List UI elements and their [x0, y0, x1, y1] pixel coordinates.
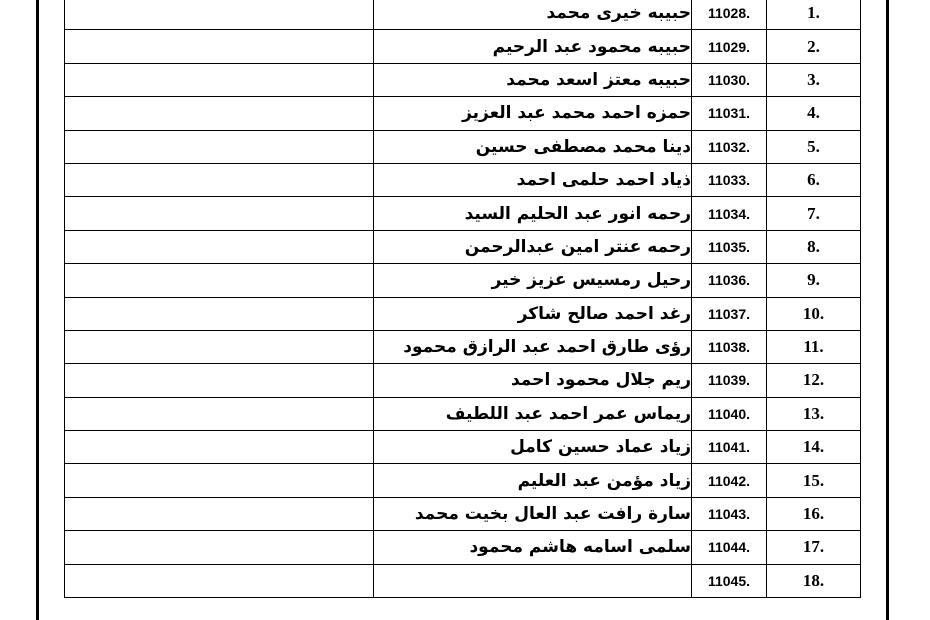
blank-cell [65, 497, 374, 530]
blank-cell [65, 230, 374, 263]
row-number: 11. [767, 330, 861, 363]
blank-cell [65, 0, 374, 30]
row-number: 9. [767, 264, 861, 297]
row-number: 10. [767, 297, 861, 330]
row-number: 2. [767, 30, 861, 63]
blank-cell [65, 163, 374, 196]
student-name: حبيبه محمود عبد الرحيم [374, 30, 692, 63]
student-code: 11033. [692, 163, 767, 196]
student-code: 11041. [692, 431, 767, 464]
page-border-left [36, 0, 39, 620]
blank-cell [65, 431, 374, 464]
table-row [65, 63, 861, 96]
student-name: زياد عماد حسين كامل [374, 431, 692, 464]
student-name: زياد مؤمن عبد العليم [374, 464, 692, 497]
blank-cell [65, 130, 374, 163]
student-name: دينا محمد مصطفى حسين [374, 130, 692, 163]
table-row [65, 497, 861, 530]
row-number: 16. [767, 497, 861, 530]
page-border-right [886, 0, 889, 620]
student-code: 11044. [692, 531, 767, 564]
blank-cell [65, 364, 374, 397]
student-code: 11039. [692, 364, 767, 397]
row-number: 8. [767, 230, 861, 263]
blank-cell [65, 564, 374, 597]
student-code: 11032. [692, 130, 767, 163]
student-name: سارة رافت عبد العال بخيت محمد [374, 497, 692, 530]
blank-cell [65, 30, 374, 63]
row-number: 1. [767, 0, 861, 30]
table-row [65, 531, 861, 564]
row-number: 4. [767, 97, 861, 130]
student-name: رحيل رمسيس عزيز خير [374, 264, 692, 297]
row-number: 3. [767, 63, 861, 96]
table-row [65, 197, 861, 230]
row-number: 15. [767, 464, 861, 497]
student-code: 11031. [692, 97, 767, 130]
student-code: 11045. [692, 564, 767, 597]
student-code: 11037. [692, 297, 767, 330]
roster-body [65, 0, 861, 598]
row-number: 12. [767, 364, 861, 397]
student-code: 11040. [692, 397, 767, 430]
table-row [65, 330, 861, 363]
student-roster-table [64, 0, 861, 598]
student-name: ذياد احمد حلمى احمد [374, 163, 692, 196]
row-number: 7. [767, 197, 861, 230]
student-code: 11029. [692, 30, 767, 63]
table-row [65, 397, 861, 430]
student-code: 11038. [692, 330, 767, 363]
blank-cell [65, 97, 374, 130]
student-name: سلمى اسامه هاشم محمود [374, 531, 692, 564]
blank-cell [65, 63, 374, 96]
row-number: 13. [767, 397, 861, 430]
student-name [374, 564, 692, 597]
blank-cell [65, 330, 374, 363]
row-number: 18. [767, 564, 861, 597]
table-row [65, 464, 861, 497]
student-name: حبيبه معتز اسعد محمد [374, 63, 692, 96]
table-row [65, 364, 861, 397]
student-name: ريماس عمر احمد عبد اللطيف [374, 397, 692, 430]
table-row [65, 264, 861, 297]
student-name: رغد احمد صالح شاكر [374, 297, 692, 330]
student-code: 11035. [692, 230, 767, 263]
student-code: 11034. [692, 197, 767, 230]
student-code: 11042. [692, 464, 767, 497]
student-name: حمزه احمد محمد عبد العزيز [374, 97, 692, 130]
blank-cell [65, 531, 374, 564]
row-number: 5. [767, 130, 861, 163]
table-row [65, 163, 861, 196]
table-row [65, 130, 861, 163]
row-number: 17. [767, 531, 861, 564]
student-code: 11028. [692, 0, 767, 30]
student-name: رحمه عنتر امين عبدالرحمن [374, 230, 692, 263]
student-name: حبيبه خيرى محمد [374, 0, 692, 30]
table-row [65, 431, 861, 464]
row-number: 6. [767, 163, 861, 196]
blank-cell [65, 297, 374, 330]
student-code: 11030. [692, 63, 767, 96]
student-name: رؤى طارق احمد عبد الرازق محمود [374, 330, 692, 363]
student-name: ريم جلال محمود احمد [374, 364, 692, 397]
row-number: 14. [767, 431, 861, 464]
table-row [65, 0, 861, 30]
blank-cell [65, 197, 374, 230]
table-row [65, 297, 861, 330]
student-name: رحمه انور عبد الحليم السيد [374, 197, 692, 230]
blank-cell [65, 464, 374, 497]
table-row [65, 564, 861, 597]
table-row [65, 30, 861, 63]
table-row [65, 230, 861, 263]
student-code: 11043. [692, 497, 767, 530]
student-code: 11036. [692, 264, 767, 297]
blank-cell [65, 397, 374, 430]
blank-cell [65, 264, 374, 297]
table-row [65, 97, 861, 130]
